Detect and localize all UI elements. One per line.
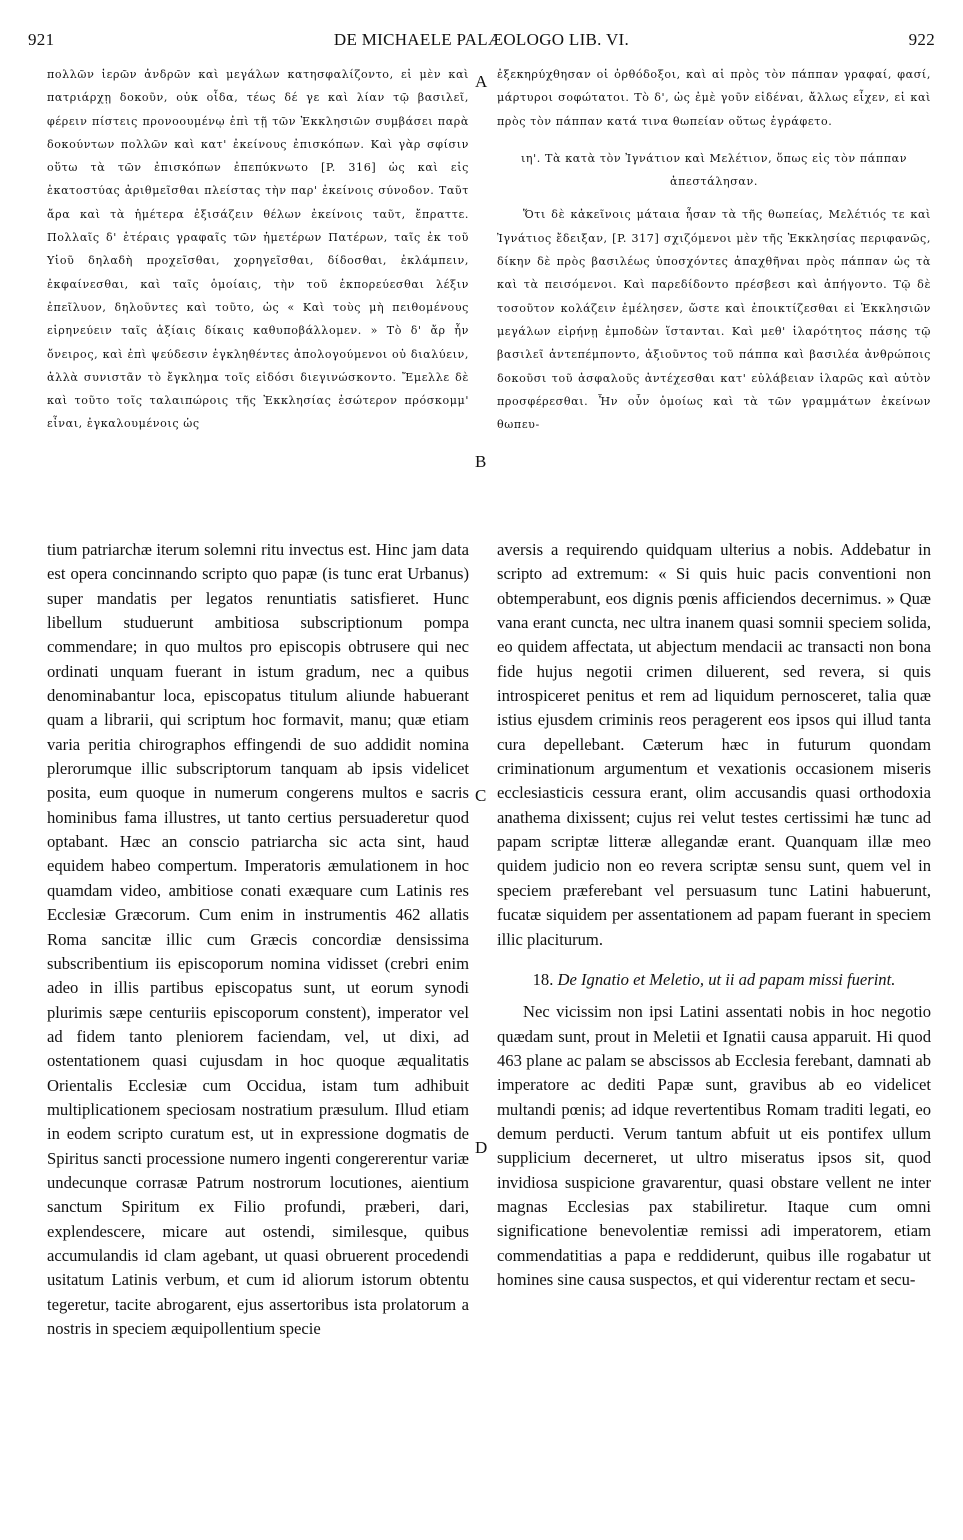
greek-section-heading: ιη'. Τὰ κατὰ τὸν Ἰγνάτιον καὶ Μελέτιον, ὅπως εἰς τὸν πάππαν ἀπεστάλησαν.: [520, 151, 908, 189]
latin-right-paragraph-1: aversis a requirendo quidquam ulterius a nobis. Addebatur in scripto ad extremum: « Si quis huic pacis conventioni non obtemperabunt, eos dignis pœnis afficiendos decernimus. » Quæ vana erant cuncta, nec ultra inanem quasi somnii speciem solida, eo quidem affectata, ut abjectum mendacii ac transacti non bona fide hujus negotii crimen diluerent, sed revera, si quis introspiceret penitus et rem ad liquidum pernosceret, talia quæ istius ejusdem criminis reos peragerent eos ipsos qui illud tanta cura depellebant. Cæterum hæc in futurum quondam criminationum argumentum et vexationis occasionem miseris ecclesiasticis cessura erant, olim accusandis quasi orthodoxia anathema dixissent; cujus rei velut testes certissimi hæ tunc ad papam scriptæ litteræ allegandæ erant. Quanquam illæ meo quidem judicio non eo revera scriptæ sensu sunt, quem vel in speciem præferebant vel persuasum tunc Latini habuerunt, fucatæ siquidem per assentationem ad papam fuerant in speciem illic placiturum.: [497, 540, 931, 949]
latin-column-left: [47, 538, 469, 1341]
latin-column-right: [497, 538, 931, 1292]
page-number-left: 921: [28, 30, 55, 49]
greek-right-paragraph-2: Ὅτι δὲ κἀκεῖνοις μάταια ἦσαν τὰ τῆς θωπείας, Μελέτιός τε καὶ Ἰγνάτιος ἔδειξαν, [P. 317] σχιζόμενοι μὲν τῆς Ἐκκλησίας περιφανῶς, δίκην δὲ πρὸς βασιλέως ὑποσχόντες ἀπαχθῆναι πρὸς πάππαν ὡς τὰ καὶ τὰ πεισόμενοι. Καὶ παρεδίδοντο πρέσβεσι καὶ ἀπήγοντο. Τῷ δὲ τοσοῦτον κολάζειν ἐμέλησεν, ὥστε καὶ ἐποικτίζεσθαι εἰ Ἐκκλησιῶν μεγάλων εἰρήνῃ ἐμποδὼν ἵστανται. Καὶ μεθ' ἱλαρότητος πάσης τῷ βασιλεῖ ἀντεπέμποντο, ἀξιοῦντος τοῦ πάππα καὶ βασιλέα ἀνθρώποις δοκοῦσι τοῦ ἀσφαλοῦς ἀντέχεσθαι κατ' εὐλάβειαν ἱλαρῶς καὶ αὐτὸν προσφέρεσθαι. Ἦν οὖν ὁμοίως καὶ τὰ τῶν γραμμάτων ἐκείνων θωπευ-: [497, 208, 931, 432]
latin-left-paragraph: tium patriarchæ iterum solemni ritu invectus est. Hinc jam data est opera concinnando scripto quo papæ (is tunc erat Urbanus) super mandatis per legatos renuntiatis satisfieret. Hunc libellum studuerunt ambitiosa subscriptionum pompa commendare; in quo multos pro episcopis obtrusere qui nec ordinati unquam fuerant in istum gradum, nec a quibus denominabantur loca, episcopatus titulum aliunde habuerant quam a librarii, qui scriptum hoc formavit, manu; quæ etiam varia peritia chirographos effingendi de suo addidit nomina plerorumque illic subscriptorum tanquam ab ipsis videlicet posita, eum quoque in numerum congerens multos e sacris hominibus fama illustres, ut tanto certius persuaderetur quod optabant. Hæc an conscio patriarcha sic acta sint, haud equidem habeo compertum. Imperatoris æmulationem in hoc quamdam video, ambitiose conati exæquare cum Latinis res Ecclesiæ Græcorum. Cum enim in instrumentis 462 allatis Roma sancitæ illic cum Græcis concordiæ densissima subscribentium iis episcoporum nomina vidisset (crebri enim adeo in illis partibus episcopatus sunt, ut eorum synodi plurimis sæpe centuriis episcoporum constent), imperator vel ad fidem tanto pleniorem faciendam, vel, ut dixi, ad ostentationem quasi cujusdam in hoc quoque æqualitatis Orientalis Ecclesiæ cum Occidua, istam tum adhibuit multiplicationem speciosam nostratium præsulum. Illud etiam in eodem scripto curatum est, ut in expressione dogmatis de Spiritus sancti processione numero ingenti congererentur variæ undecunque corrasæ Patrum nostrorum locutiones, aientium sanctum Spiritum ex Filio profundi, præberi, dari, explendescere, micare aut ostendi, similesque, quibus accumulandis id clam agebant, ut quasi obruerent procedendi usitatum Latinis verbum, et cum id aliorum istorum obtentu tegeretur, tacite abrogarent, ejus assertoribus ista prolatorum a nostris in speciem æquipollentium specie: [47, 540, 469, 1338]
section-marker-b: B: [475, 452, 487, 471]
running-title: DE MICHAELE PALÆOLOGO LIB. VI.: [333, 30, 630, 49]
greek-column-left: [47, 63, 469, 436]
page-number-right: 922: [908, 30, 935, 49]
latin-section-heading: [497, 968, 931, 992]
section-title: De Ignatio et Meletio, ut ii ad papam missi fuerint.: [557, 969, 896, 989]
greek-left-paragraph: πολλῶν ἱερῶν ἀνδρῶν καὶ μεγάλων κατησφαλίζοντο, εἰ μὲν καὶ πατριάρχῃ δοκοῦν, οὐκ οἶδα, τέως δέ γε καὶ λίαν τῷ βασιλεῖ, φέρειν πίστεις προνοουμένῳ ἐπὶ τῇ τῶν Ἐκκλησιῶν συμβάσει παρὰ δοκούντων πολλῶν καὶ κατ' ἐκείνους ἐπισκόπων. Καὶ γὰρ σφίσιν οὕτω τὰ τῶν ἐπισκόπων ἐπεπύκνωτο [P. 316] ὡς καὶ εἰς ἑκατοστύας ἀριθμεῖσθαι πλείστας τὴν παρ' ἐκείνοις σύνοδον. Ταῦτ ἄρα καὶ τὰ ἡμέτερα ἐξισάζειν θέλων ἐκείνοις ταῦτ, ἔπραττε. Πολλαῖς δ' ἑτέραις γραφαῖς τῶν ἡμετέρων Πατέρων, ταῖς ἐκ τοῦ Υἱοῦ δηλαδὴ προχεῖσθαι, χορηγεῖσθαι, δίδοσθαι, ἐκλάμπειν, ἐκφαίνεσθαι, καὶ ταῖς ὁμοίαις, τὴν τοῦ ἐκπορεύεσθαι λέξιν ἐπεῖλυον, δηλοῦντες καὶ τοῦτο, ὡς « Καὶ τοὺς μὴ πειθομένους εἰρηνεύειν ταῖς ἀξίαις δίκαις καθυποβάλλομεν. » Τὸ δ' ἄρ ἦν ὄνειρος, καὶ ἐπὶ ψεύδεσιν ἐγκληθέντες ἀπολογούμενοι οὐ διαλύειν, ἀλλὰ συνιστᾶν τὸ ἔγκλημα τοῖς εἰδόσι διεγινώσκοντο. Ἔμελλε δὲ καὶ τοῦτο τοῖς ταλαιπώροις τῆς Ἐκκλησίας ἐσώτερον πρόσκομμ' εἶναι, ἐγκαλουμένοις ὡς: [47, 68, 469, 431]
section-marker-d: D: [475, 1138, 488, 1157]
latin-right-paragraph-2: Nec vicissim non ipsi Latini assentati nobis in hoc negotio quædam sunt, prout in Meletii et Ignatii causa apparuit. Hi quod 463 plane ac palam se abscissos ab Ecclesia ferebant, damnati ab imperatore ac dediti Papæ sunt, gravibus ab eo videlicet multandi pœnis; ad idque revertentibus Romam traditi legati, eo demum perducti. Verum tantum abfuit ut eis pontifex ullum supplicium decerneret, ut ultro miseratus ipsos sit, quod invidiosa suspicione gravarentur, quasi obstare vellent ne inter magnas Ecclesias pax stabiliretur. Itaque cum omni significatione benevolentiæ remissi adi imperatorem, etiam commendatitias a papa e reddiderunt, quibus ille rogabatur ut homines sine causa suspectos, et qui viderentur rectam et secu-: [497, 1002, 931, 1289]
running-header: [28, 30, 935, 54]
section-marker-a: A: [475, 72, 488, 91]
section-marker-c: C: [475, 786, 487, 805]
greek-right-paragraph-1: ἐξεκηρύχθησαν οἱ ὀρθόδοξοι, καὶ αἱ πρὸς τὸν πάππαν γραφαί, φασί, μάρτυροι σοφώτατοι. Τὸ δ', ὡς ἐμὲ γοῦν εἰδέναι, ἄλλως εἶχεν, εἰ καὶ πρὸς τὸν πάππαν κατά τινα θωπείαν οὕτως ἐγράφετο.: [497, 68, 931, 128]
greek-column-right: [497, 63, 931, 436]
section-number: 18.: [532, 969, 554, 989]
